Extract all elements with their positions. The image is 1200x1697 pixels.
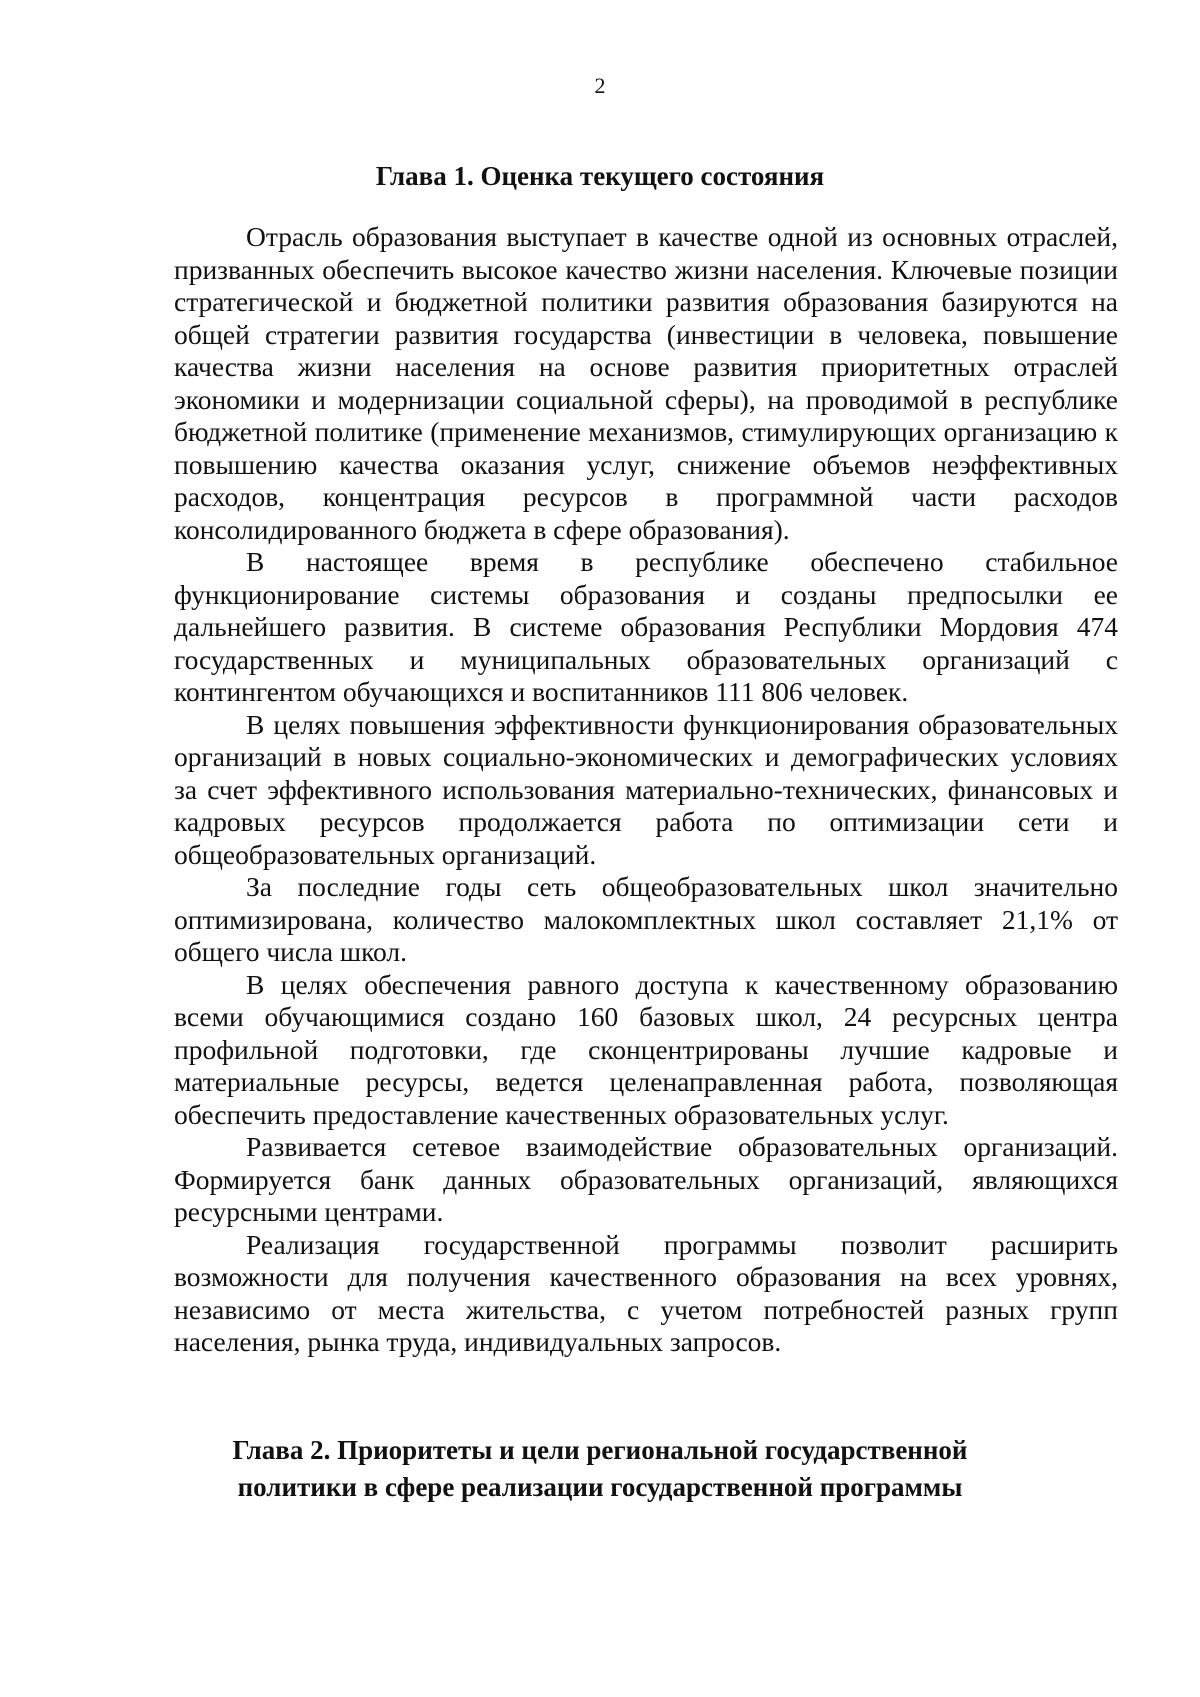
chapter-1-heading: Глава 1. Оценка текущего состояния — [375, 161, 825, 191]
chapter-1-body — [174, 221, 1118, 1359]
paragraph: За последние годы сеть общеобразовательных школ значительно оптимизирована, количество малокомплектных школ составляет 21,1% от общего числа школ. — [174, 871, 1118, 967]
paragraph: В целях обеспечения равного доступа к качественному образованию всеми обучающимися создано 160 базовых школ, 24 ресурсных центра профильной подготовки, где сконцентрированы лучшие кадровые и материальные ресурсы, ведется целенаправленная работа, позволяющая обеспечить предоставление качественных образовательных услуг. — [174, 968, 1118, 1130]
page-number: 2 — [594, 73, 606, 98]
paragraph: Отрасль образования выступает в качестве одной из основных отраслей, призванных обеспечить высокое качество жизни населения. Ключевые позиции стратегической и бюджетной политики развития образования базируются на общей стратегии развития государства (инвестиции в человека, повышение качества жизни населения на основе развития приоритетных отраслей экономики и модернизации социальной сферы), на проводимой в республике бюджетной политике (применение механизмов, стимулирующих организацию к повышению качества оказания услуг, снижение объемов неэффективных расходов, концентрация ресурсов в программной части расходов консолидированного бюджета в сфере образования). — [174, 221, 1118, 545]
chapter-2-heading — [0, 1432, 1200, 1506]
chapter-2-heading-line-1: Глава 2. Приоритеты и цели региональной государственной — [232, 1435, 968, 1465]
paragraph: Развивается сетевое взаимодействие образовательных организаций. Формируется банк данных образовательных организаций, являющихся ресурсными центрами. — [174, 1131, 1118, 1227]
paragraph: Реализация государственной программы позволит расширить возможности для получения качественного образования на всех уровнях, независимо от места жительства, с учетом потребностей разных групп населения, рынка труда, индивидуальных запросов. — [174, 1228, 1118, 1357]
paragraph: В целях повышения эффективности функционирования образовательных организаций в новых социально-экономических и демографических условиях за счет эффективного использования материально-технических, финансовых и кадровых ресурсов продолжается работа по оптимизации сети и общеобразовательных организаций. — [174, 708, 1118, 870]
chapter-2-heading-line-2: политики в сфере реализации государственной программы — [237, 1472, 963, 1502]
paragraph: В настоящее время в республике обеспечено стабильное функционирование системы образования и созданы предпосылки ее дальнейшего развития. В системе образования Республики Мордовия 474 государственных и муниципальных образовательных организаций с контингентом обучающихся и воспитанников 111 806 человек. — [174, 546, 1118, 707]
